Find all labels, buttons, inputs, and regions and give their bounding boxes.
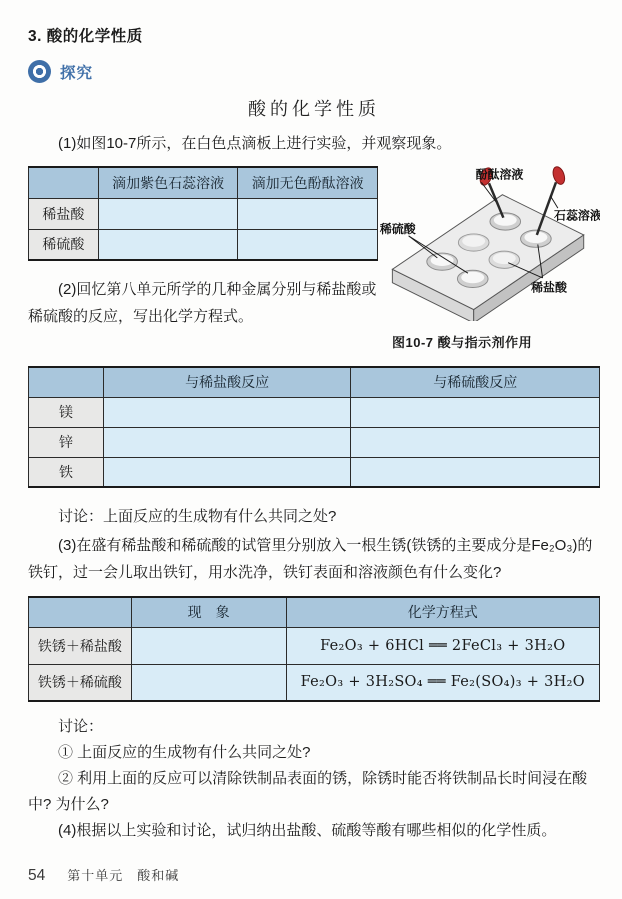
header-cell: 与稀硫酸反应	[351, 367, 600, 397]
discussion-block	[28, 714, 600, 844]
chemical-equation: Fe₂O₃ + 3H₂SO₄ ══ Fe₂(SO₄)₃ + 3H₂O	[286, 664, 599, 701]
page-number: 54	[28, 867, 46, 884]
page-footer	[28, 865, 179, 885]
table-header-row	[29, 167, 378, 198]
row-label: 锌	[29, 427, 104, 457]
blank-cell	[103, 427, 351, 457]
paragraph-3: (3)在盛有稀盐酸和稀硫酸的试管里分别放入一根生锈(铁锈的主要成分是Fe₂O₃)的铁钉，过一会儿取出铁钉，用水洗净，铁钉表面和溶液颜色有什么变化?	[28, 537, 593, 581]
discussion-title: 讨论：	[58, 718, 104, 735]
header-cell: 现 象	[131, 597, 286, 627]
discussion-line-1: 讨论：上面反应的生成物有什么共同之处?	[58, 508, 337, 525]
row-label: 稀硫酸	[29, 229, 99, 260]
spot-plate-illustration	[378, 166, 600, 321]
metal-reaction-table	[28, 366, 600, 488]
table-header-row	[29, 367, 600, 397]
row-label: 稀盐酸	[29, 198, 99, 229]
header-cell	[29, 367, 104, 397]
blank-cell	[238, 229, 378, 260]
paragraph-1: (1)如图10-7所示，在白色点滴板上进行实验，并观察现象。	[58, 135, 452, 152]
header-cell: 化学方程式	[286, 597, 599, 627]
blank-cell	[103, 397, 351, 427]
header-cell: 滴加紫色石蕊溶液	[98, 167, 238, 198]
blank-cell	[98, 229, 238, 260]
table-row	[29, 229, 378, 260]
rust-reaction-table	[28, 596, 600, 702]
header-cell	[29, 167, 99, 198]
content-left-column	[28, 166, 378, 351]
content-row	[28, 166, 600, 351]
table-row	[29, 427, 600, 457]
figure-label-litmus: 石蕊溶液	[554, 208, 600, 223]
header-cell: 滴加无色酚酞溶液	[238, 167, 378, 198]
figure-column	[378, 166, 600, 351]
paragraph-4: (4)根据以上实验和讨论，试归纳出盐酸、硫酸等酸有哪些相似的化学性质。	[58, 822, 557, 839]
row-label: 铁锈＋稀盐酸	[29, 627, 132, 664]
blank-cell	[131, 664, 286, 701]
discussion-item-2: ② 利用上面的反应可以清除铁制品表面的锈，除锈时能否将铁制品长时间浸在酸中? 为什么?	[28, 770, 588, 813]
table-row	[29, 664, 600, 701]
chemical-equation: Fe₂O₃ + 6HCl ══ 2FeCl₃ + 3H₂O	[286, 627, 599, 664]
paragraph-2: (2)回忆第八单元所学的几种金属分别与稀盐酸或稀硫酸的反应，写出化学方程式。	[28, 281, 377, 325]
figure-label-sulfuric: 稀硫酸	[379, 221, 416, 236]
row-label: 镁	[29, 397, 104, 427]
explore-label: 探究	[60, 64, 94, 82]
table-header-row	[29, 597, 600, 627]
indicator-table	[28, 166, 378, 261]
header-cell: 与稀盐酸反应	[103, 367, 351, 397]
table-row	[29, 397, 600, 427]
row-label: 铁	[29, 457, 104, 487]
blank-cell	[351, 427, 600, 457]
blank-cell	[103, 457, 351, 487]
figure-spot-plate	[378, 166, 600, 351]
section-heading: 3. 酸的化学性质	[28, 28, 143, 45]
unit-title: 第十单元 酸和碱	[67, 868, 180, 883]
discussion-item-1: ① 上面反应的生成物有什么共同之处?	[58, 744, 311, 761]
row-label: 铁锈＋稀硫酸	[29, 664, 132, 701]
blank-cell	[351, 397, 600, 427]
explore-header	[28, 60, 600, 83]
figure-label-hydrochloric: 稀盐酸	[531, 280, 567, 295]
header-cell	[29, 597, 132, 627]
table-row	[29, 457, 600, 487]
table-row	[29, 198, 378, 229]
activity-title: 酸的化学性质	[248, 99, 380, 119]
blank-cell	[351, 457, 600, 487]
table-row	[29, 627, 600, 664]
blank-cell	[98, 198, 238, 229]
explore-target-icon	[28, 60, 51, 83]
blank-cell	[238, 198, 378, 229]
figure-label-phenolphthalein: 酚酞溶液	[475, 167, 524, 182]
figure-caption: 图10-7 酸与指示剂作用	[392, 335, 533, 350]
blank-cell	[131, 627, 286, 664]
